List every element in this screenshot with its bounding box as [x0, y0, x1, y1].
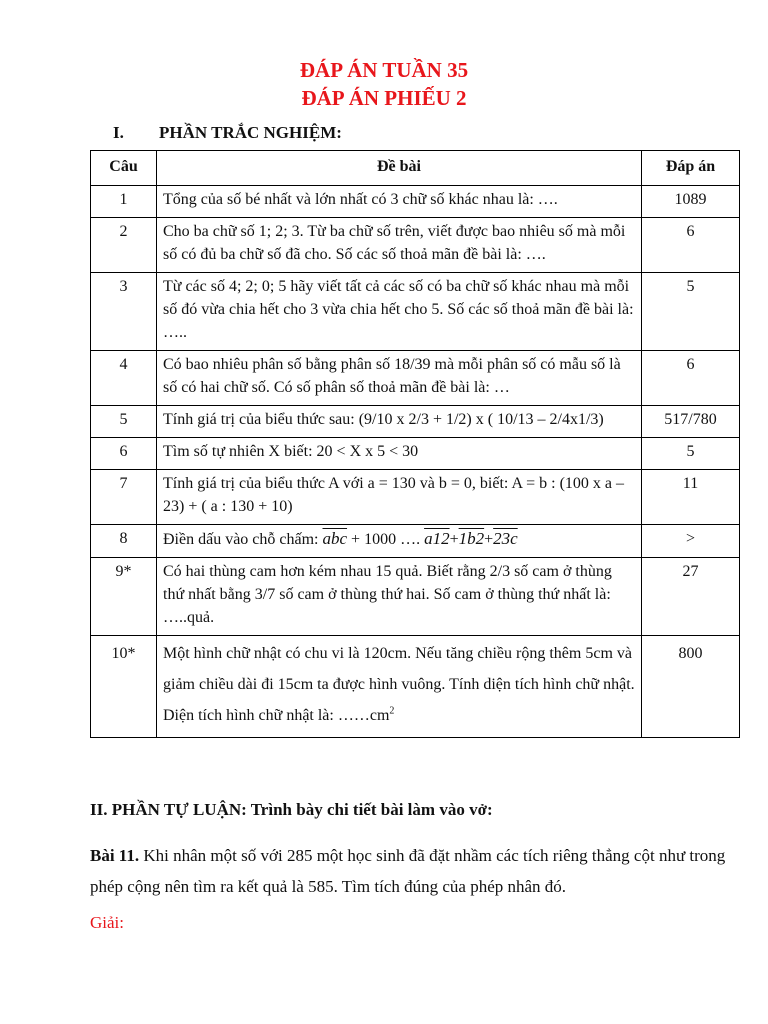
question-number: 9*	[91, 558, 157, 636]
question-number: 6	[91, 438, 157, 470]
table-row	[91, 406, 740, 438]
question-text: Tính giá trị của biểu thức sau: (9/10 x 2/3 + 1/2) x ( 10/13 – 2/4x1/3)	[157, 406, 642, 438]
table-row	[91, 525, 740, 558]
question-text: Cho ba chữ số 1; 2; 3. Từ ba chữ số trên, viết được bao nhiêu số mà mỗi số có đủ ba chữ số đã cho. Số các số thoả mãn đề bài là: ….	[157, 218, 642, 273]
table-row	[91, 636, 740, 738]
question-text: Tổng của số bé nhất và lớn nhất có 3 chữ số khác nhau là: ….	[157, 186, 642, 218]
answer-value: 5	[642, 273, 740, 351]
question-text	[157, 525, 642, 558]
answer-value: >	[642, 525, 740, 558]
section-heading-essay: II. PHẦN TỰ LUẬN: Trình bày chi tiết bài làm vào vở:	[90, 800, 493, 819]
table-row	[91, 438, 740, 470]
page-title: ĐÁP ÁN TUẦN 35	[299, 58, 469, 82]
question-middle: + 1000 ….	[347, 531, 425, 548]
math-abc: $\overline{abc}$	[322, 529, 348, 548]
solution-label: Giải:	[90, 913, 124, 932]
question-number: 10*	[91, 636, 157, 738]
header-question: Đề bài	[157, 151, 642, 186]
answer-value: 5	[642, 438, 740, 470]
question-number: 3	[91, 273, 157, 351]
table-row	[91, 351, 740, 406]
exercise-paragraph	[90, 840, 750, 902]
question-number: 2	[91, 218, 157, 273]
math-23c: 23c	[493, 529, 518, 548]
section-heading-multiple-choice	[113, 123, 342, 143]
exercise-text: Khi nhân một số với 285 một học sinh đã đặt nhầm các tích riêng thẳng cột như trong phép cộng nên tìm ra kết quả là 585. Tìm tích đúng của phép nhân đó.	[90, 846, 726, 896]
table-row	[91, 470, 740, 525]
question-number: 5	[91, 406, 157, 438]
header-question-number: Câu	[91, 151, 157, 186]
question-number: 7	[91, 470, 157, 525]
question-number: 4	[91, 351, 157, 406]
question-body: Một hình chữ nhật có chu vi là 120cm. Nếu tăng chiều rộng thêm 5cm và giảm chiều dài đi 15cm ta được hình vuông. Tính diện tích hình chữ nhật. Diện tích hình chữ nhật là: ……cm	[163, 645, 635, 724]
section-number: I.	[113, 123, 124, 142]
superscript: 2	[389, 705, 395, 717]
answer-value: 27	[642, 558, 740, 636]
question-text: Tính giá trị của biểu thức A với a = 130 và b = 0, biết: A = b : (100 x a – 23) + ( a : 130 + 10)	[157, 470, 642, 525]
table-row	[91, 218, 740, 273]
page-subtitle: ĐÁP ÁN PHIẾU 2	[301, 86, 467, 110]
header-answer: Đáp án	[642, 151, 740, 186]
table-row	[91, 186, 740, 218]
section-label: PHẦN TRẮC NGHIỆM:	[159, 123, 342, 142]
exercise-label: Bài 11.	[90, 846, 140, 865]
question-number: 8	[91, 525, 157, 558]
question-prefix: Điền dấu vào chỗ chấm:	[163, 531, 323, 548]
question-text: Tìm số tự nhiên X biết: 20 < X x 5 < 30	[157, 438, 642, 470]
plus-sign: +	[484, 531, 494, 548]
answer-table	[90, 150, 740, 738]
answer-value: 6	[642, 351, 740, 406]
answer-value: 800	[642, 636, 740, 738]
table-row	[91, 273, 740, 351]
math-a12: a12	[424, 529, 450, 548]
plus-sign: +	[449, 531, 459, 548]
answer-value: 6	[642, 218, 740, 273]
answer-value: 1089	[642, 186, 740, 218]
answer-value: 11	[642, 470, 740, 525]
question-text: Có bao nhiêu phân số bằng phân số 18/39 mà mỗi phân số có mẫu số là số có hai chữ số. Có số phân số thoả mãn đề bài là: …	[157, 351, 642, 406]
question-text	[157, 636, 642, 738]
answer-value: 517/780	[642, 406, 740, 438]
question-text: Có hai thùng cam hơn kém nhau 15 quả. Biết rằng 2/3 số cam ở thùng thứ nhất bằng 3/7 số cam ở thùng thứ hai. Số cam ở thùng thứ nhất là: …..quả.	[157, 558, 642, 636]
question-number: 1	[91, 186, 157, 218]
table-header-row	[91, 151, 740, 186]
math-1b2: 1b2	[458, 529, 485, 548]
table-row	[91, 558, 740, 636]
question-text: Từ các số 4; 2; 0; 5 hãy viết tất cả các số có ba chữ số khác nhau mà mỗi số đó vừa chia hết cho 3 vừa chia hết cho 5. Số các số thoả mãn đề bài là: …..	[157, 273, 642, 351]
